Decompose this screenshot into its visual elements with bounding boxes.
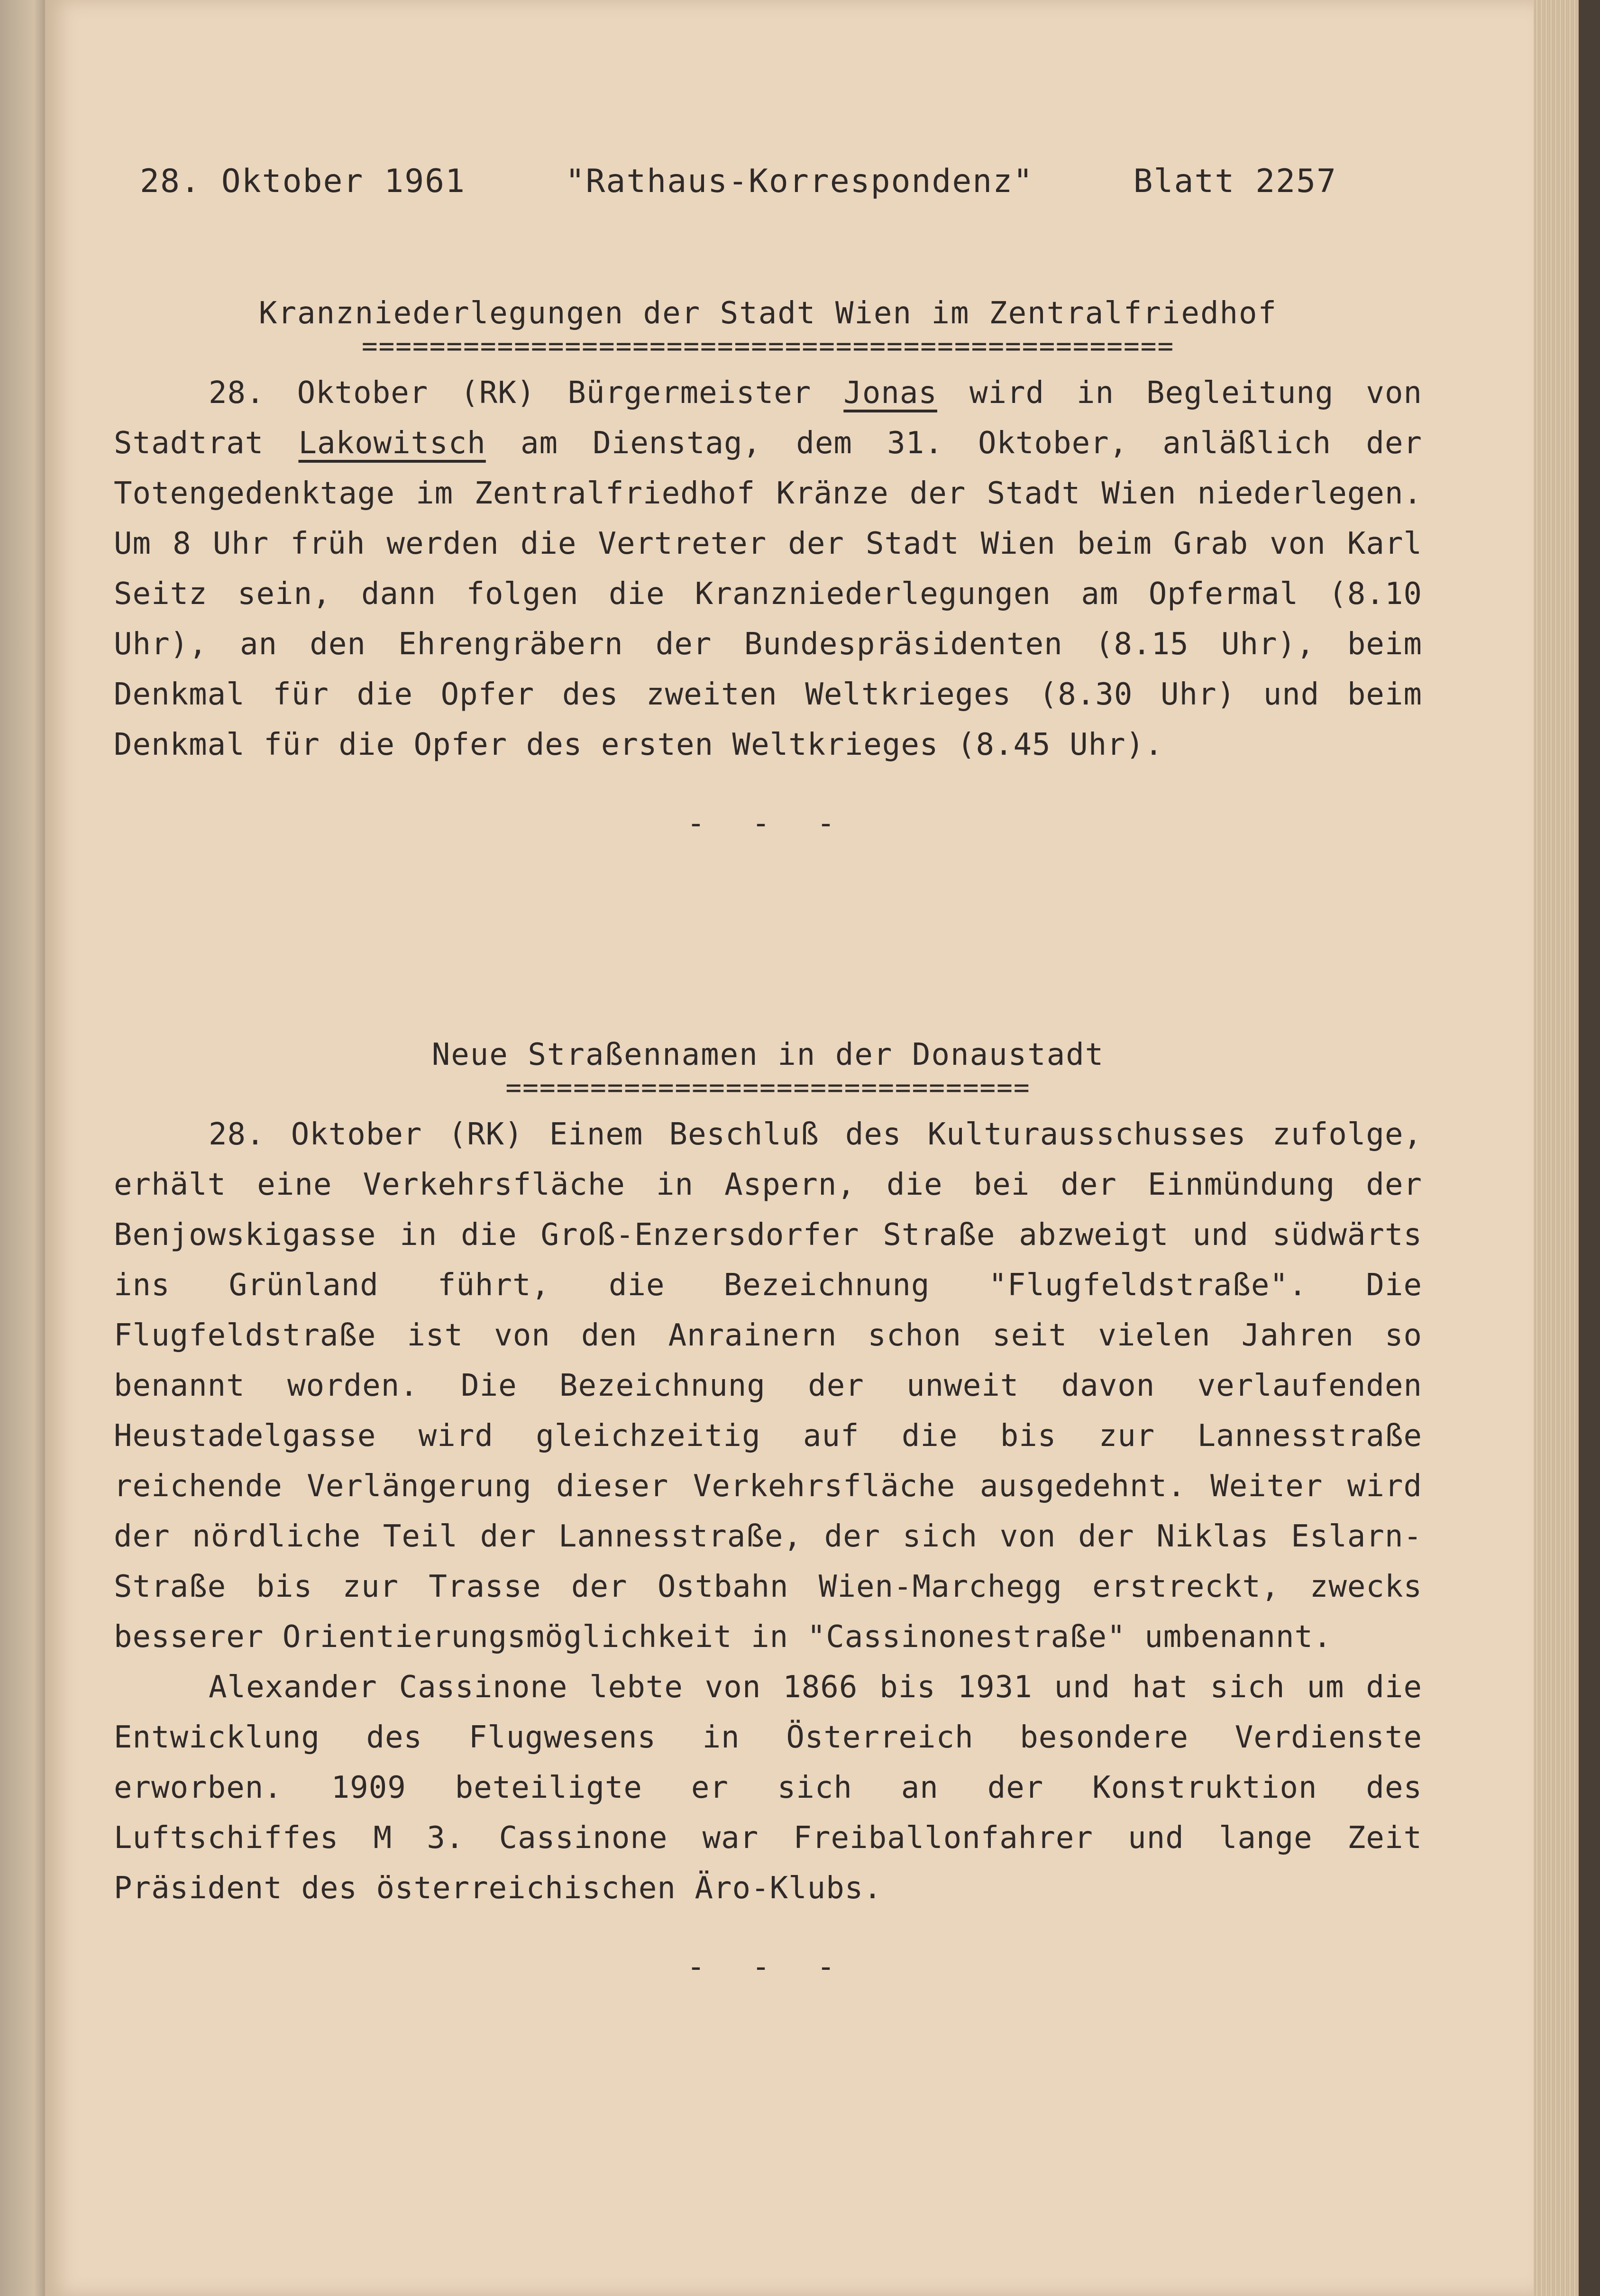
document-content bbox=[114, 156, 1422, 1992]
header-date: 28. Oktober 1961 bbox=[140, 163, 466, 200]
article2-title-rule: =============================== bbox=[505, 1076, 1031, 1100]
article1-body bbox=[114, 368, 1422, 770]
page-header bbox=[140, 156, 1337, 207]
article1-separator: - - - bbox=[686, 806, 850, 841]
header-sheet-number: Blatt 2257 bbox=[1133, 163, 1337, 200]
article2-title: Neue Straßennamen in der Donaustadt bbox=[431, 1037, 1105, 1072]
name-jonas: Jonas bbox=[843, 375, 937, 411]
article1-paragraph: 28. Oktober (RK) Bürgermeister Jonas wird in Begleitung von Stadtrat Lakowitsch am Dienstag, dem 31. Oktober, anläßlich der Totengedenktage im Zentralfriedhof Kränze der Stadt Wien niederlegen. Um 8 Uhr früh werden die Vertreter der Stadt Wien beim Grab von Karl Seitz sein, dann folgen die Kranzniederlegungen am Opfermal (8.10 Uhr), an den Ehrengräbern der Bundespräsidenten (8.15 Uhr), beim Denkmal für die Opfer des zweiten Weltkrieges (8.30 Uhr) und beim Denkmal für die Opfer des ersten Weltkrieges (8.45 Uhr). bbox=[114, 375, 1423, 762]
article2-paragraph-2: Alexander Cassinone lebte von 1866 bis 1931 und hat sich um die Entwicklung des Flugwesens in Österreich besondere Verdienste erworben. 1909 beteiligte er sich an der Konstruktion des Luftschiffes M 3. Cassinone war Freiballonfahrer und lange Zeit Präsident des österreichischen Äro-Klubs. bbox=[114, 1670, 1422, 1906]
article2-paragraph-1: 28. Oktober (RK) Einem Beschluß des Kulturausschusses zufolge, erhält eine Verkehrsfläche in Aspern, die bei der Einmündung der Benjowskigasse in die Groß-Enzersdorfer Straße abzweigt und südwärts ins Grünland führt, die Bezeichnung "Flugfeldstraße". Die Flugfeldstraße ist von den Anrainern schon seit vielen Jahren so benannt worden. Die Bezeichnung der unweit davon verlaufenden Heustadelgasse wird gleichzeitig auf die bis zur Lannesstraße reichende Verlängerung dieser Verkehrsfläche ausgedehnt. Weiter wird der nördliche Teil der Lannesstraße, der sich von der Niklas Eslarn-Straße bis zur Trasse der Ostbahn Wien-Marchegg erstreckt, zwecks besserer Orientierungsmöglichkeit in "Cassinonestraße" umbenannt. bbox=[114, 1117, 1422, 1655]
article1-title-rule: ================================================ bbox=[361, 335, 1175, 358]
name-lakowitsch: Lakowitsch bbox=[298, 426, 486, 461]
article1-title: Kranzniederlegungen der Stadt Wien im Zentralfriedhof bbox=[258, 296, 1278, 331]
article2-body bbox=[114, 1109, 1422, 1913]
header-publication: "Rathaus-Korrespondenz" bbox=[565, 163, 1034, 200]
article2-separator: - - - bbox=[686, 1949, 850, 1985]
scan-border bbox=[1579, 0, 1600, 2296]
